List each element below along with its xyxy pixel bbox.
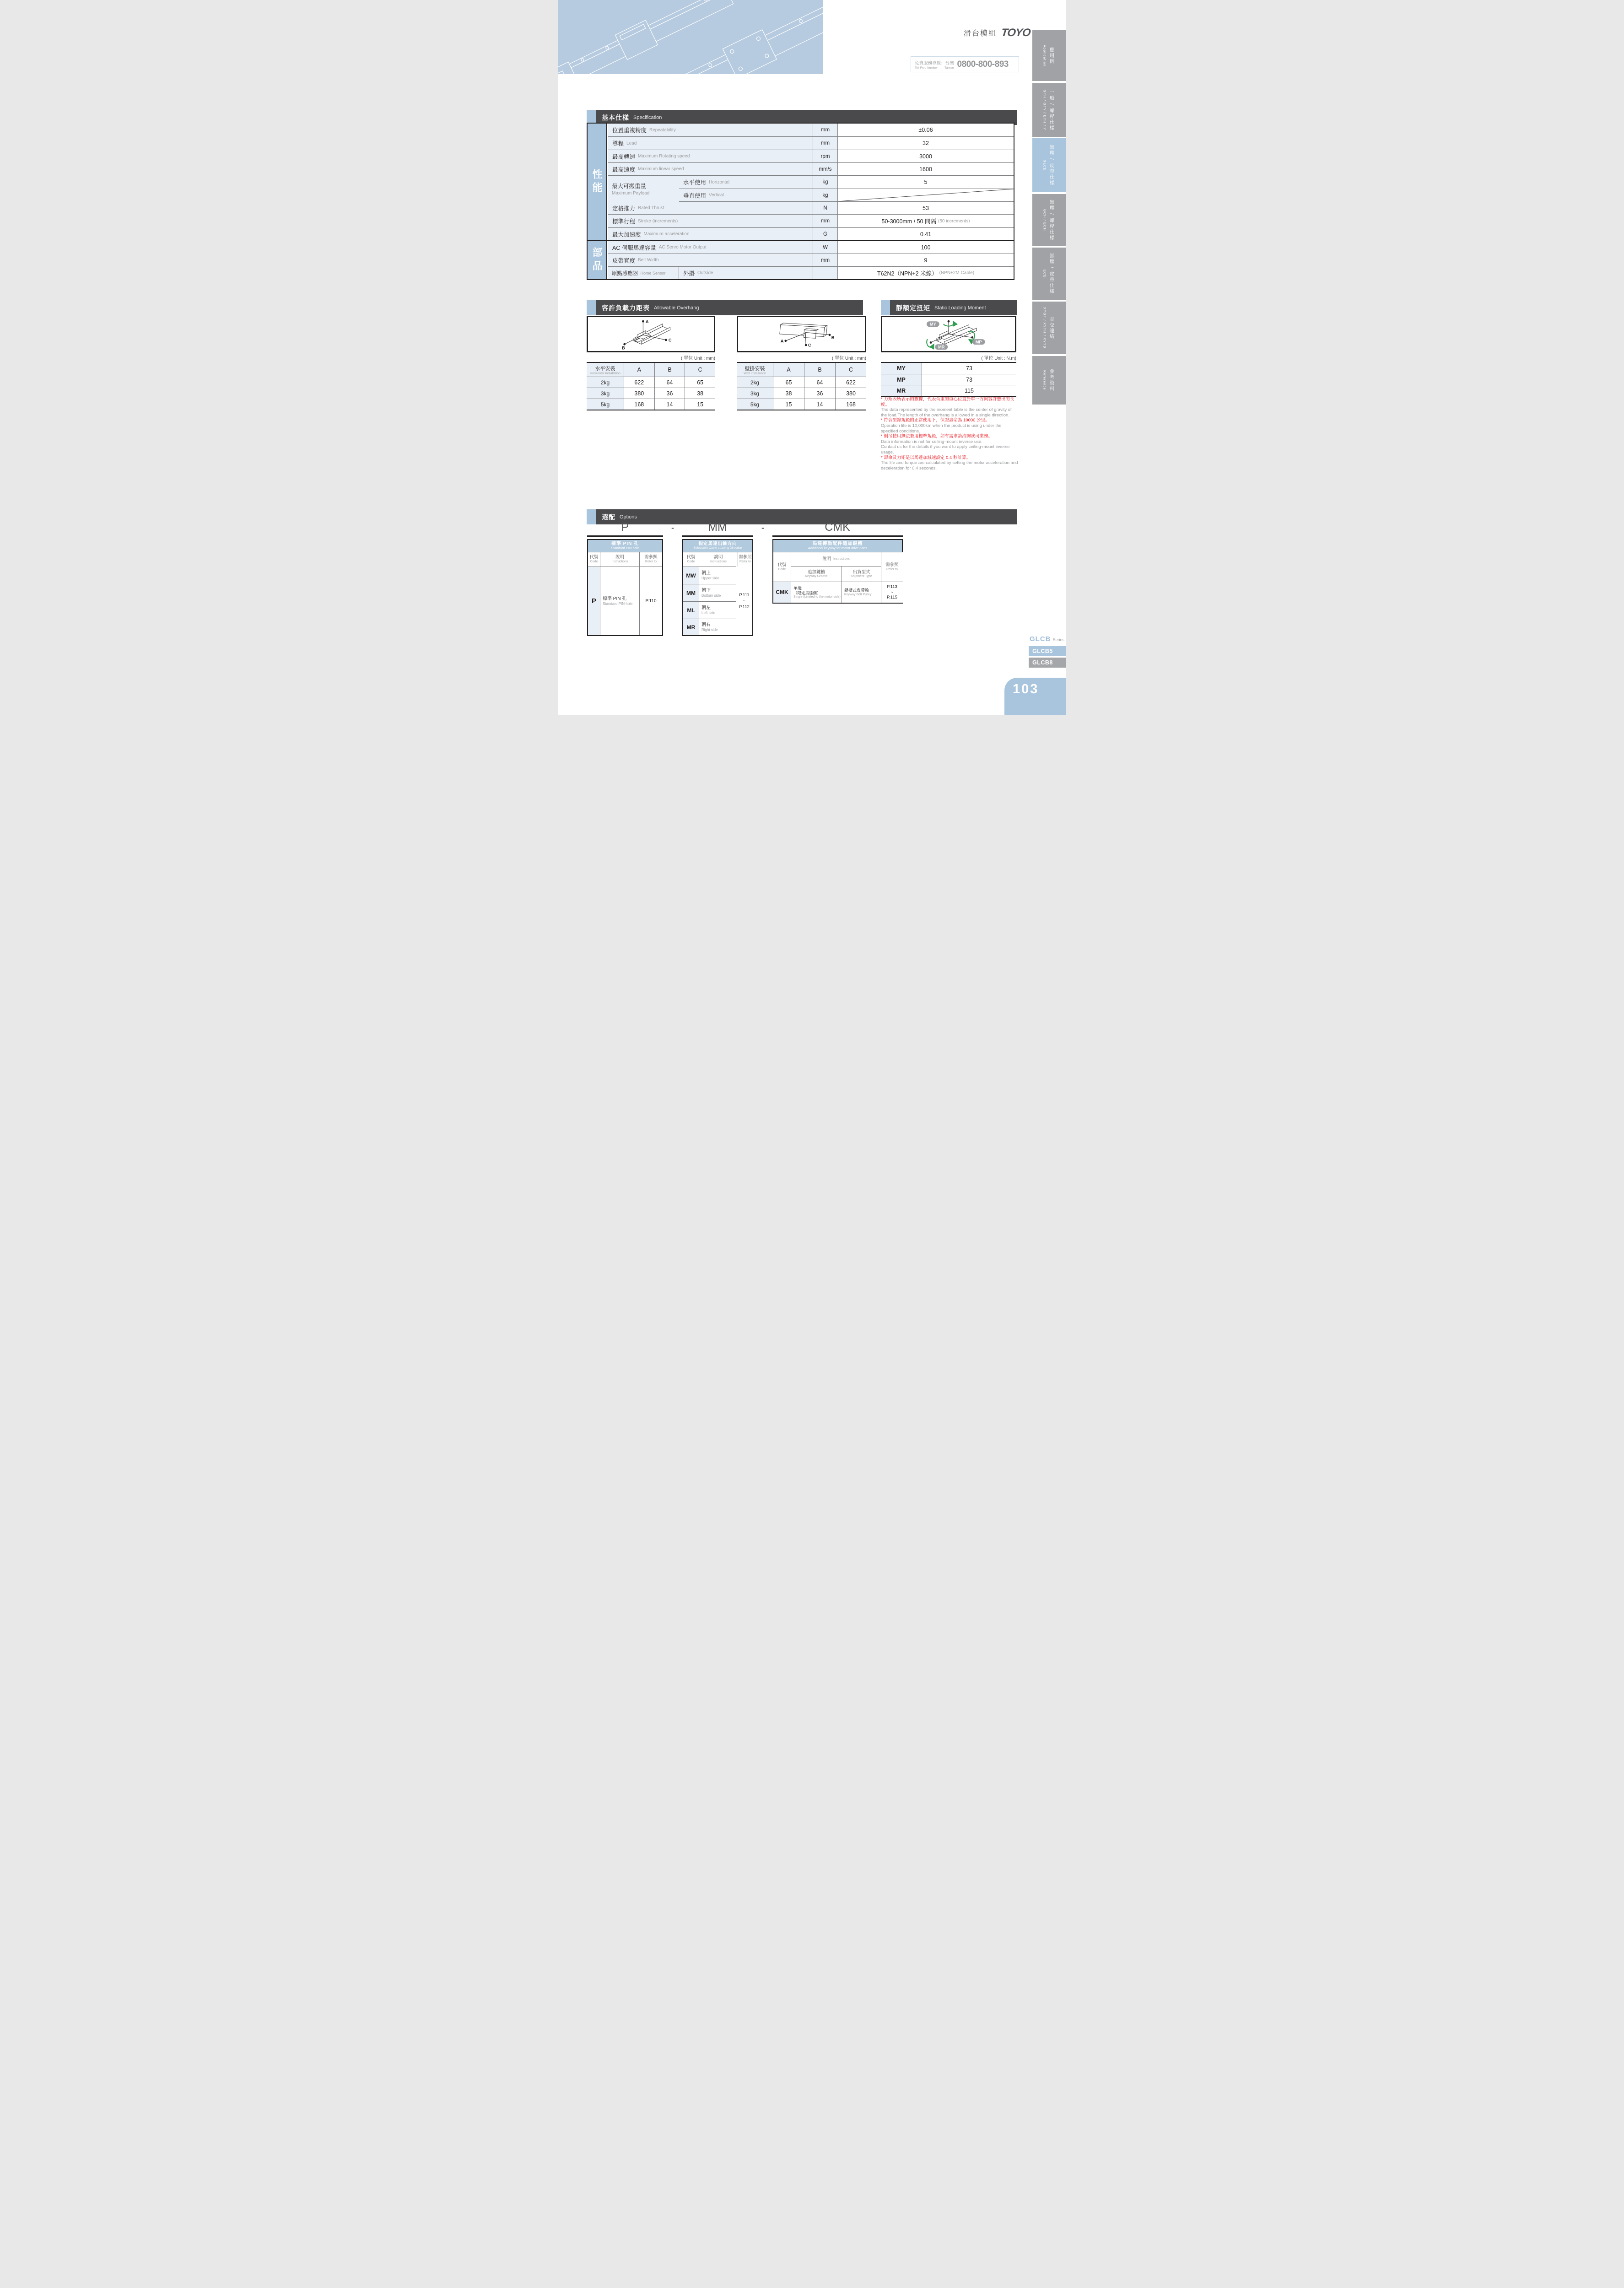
table-title-en: Wall Installation bbox=[744, 372, 766, 375]
table-header-row bbox=[587, 363, 715, 377]
diagram-label-a: A bbox=[645, 319, 649, 324]
table-row: P 標準 PIN 孔 Standard PIN hole P.110 bbox=[588, 567, 662, 635]
tab-label-en: Application bbox=[1042, 44, 1047, 67]
spec-row-linear-speed bbox=[608, 162, 1014, 175]
tollfree-number: 0800-800-893 bbox=[957, 59, 1009, 69]
table-row: 3kg 380 36 38 bbox=[587, 388, 715, 399]
sidebar-tab-gch-ech[interactable] bbox=[1032, 194, 1066, 246]
model-tab-glcb5[interactable]: GLCB5 bbox=[1029, 646, 1066, 656]
spec-row-repeatability bbox=[608, 124, 1014, 136]
unit-label-mm: ( 單位 Unit : mm) bbox=[832, 356, 866, 361]
row-value: 0.41 bbox=[837, 228, 1014, 240]
tollfree-labels bbox=[915, 59, 954, 70]
note-line: * 力矩表所表示的數據，代表荷重的重心位置於單一方向容許懸出的長度。 bbox=[881, 397, 1014, 407]
table-row: 5kg 168 14 15 bbox=[587, 399, 715, 410]
subrow-label-zh: 水平使用 bbox=[683, 179, 707, 186]
horizontal-install-table bbox=[587, 362, 715, 410]
section-title-en: Specification bbox=[633, 114, 662, 120]
row-label-zh: 原點感應器 bbox=[612, 270, 638, 276]
option-code-cell: CMK bbox=[773, 582, 791, 603]
table-row: 2kg 622 64 65 bbox=[587, 377, 715, 388]
catalog-page bbox=[558, 0, 1066, 715]
row-unit: mm bbox=[813, 215, 837, 227]
code-underline bbox=[682, 535, 753, 537]
group-label: 性能 bbox=[591, 168, 603, 195]
row-unit: kg bbox=[813, 176, 837, 189]
spec-payload-label bbox=[608, 175, 679, 202]
spec-table bbox=[587, 123, 1014, 280]
option-table-pin-hole: 標準 PIN 孔 Standard PIN hole 代號 Code 說明 Instructions 需參照 Refer to P 標準 PIN 孔 Standard PIN hole P.110 bbox=[587, 539, 663, 636]
row-label-en: Repeatability bbox=[649, 127, 676, 133]
tab-label-zh: 一般 / 螺桿仕樣 bbox=[1049, 89, 1055, 131]
section-title-en: Static Loading Moment bbox=[934, 305, 986, 311]
tollfree-box bbox=[911, 56, 1019, 72]
section-title-zh: 容許負載力距表 bbox=[602, 304, 650, 312]
table-row: MY 73 bbox=[881, 363, 1016, 374]
row-label-zh: 皮帶寬度 bbox=[612, 257, 636, 264]
note-line: The life and torque are calculated by setting the motor acceleration and deceleration for 0.4 seconds. bbox=[881, 460, 1018, 471]
opt-header-en: Standard PIN hole bbox=[611, 546, 639, 550]
row-value: 5 bbox=[837, 176, 1014, 189]
spec-row-rotating-speed bbox=[608, 150, 1014, 162]
table-row: MM 朝下 Bottom side bbox=[683, 584, 752, 601]
row-unit: kg bbox=[813, 189, 837, 201]
row-label-zh: 最高速度 bbox=[612, 166, 636, 173]
col-header-b: B bbox=[654, 363, 685, 377]
series-suffix: Series bbox=[1052, 637, 1065, 642]
tab-label-zh: 無塵 / 螺桿仕樣 bbox=[1049, 199, 1055, 241]
moment-label-my: MY bbox=[929, 322, 936, 327]
table-row: 3kg 38 36 380 bbox=[737, 388, 866, 399]
moment-label-mr: MR bbox=[938, 345, 945, 350]
row-label-en: Maximum Rotating speed bbox=[638, 154, 690, 159]
option-ref-cell: P.113 ~ P.115 bbox=[881, 582, 903, 603]
section-title-zh: 選配 bbox=[602, 513, 615, 521]
sidebar-tab-reference[interactable] bbox=[1032, 356, 1066, 405]
table-title-en: Horizontal Installation bbox=[590, 372, 620, 375]
opt-header-zh: 指定馬達出線方向 bbox=[698, 541, 737, 547]
wall-install-table bbox=[737, 362, 866, 410]
diagram-label-a: A bbox=[780, 339, 784, 344]
row-label-zh: 最大可搬重量 bbox=[612, 183, 647, 189]
brand-logo: TOYO bbox=[1000, 27, 1031, 39]
row-unit: N bbox=[813, 202, 837, 214]
sidebar-tab-ecb[interactable] bbox=[1032, 248, 1066, 300]
spec-row-servo-output bbox=[608, 241, 1014, 254]
subrow-label-en: Horizontal bbox=[709, 179, 730, 185]
tollfree-en: Toll-Free Number bbox=[915, 66, 938, 70]
row-value-note: (NPN+2M Cable) bbox=[939, 270, 975, 275]
col-header-c: C bbox=[685, 363, 715, 377]
row-value: 53 bbox=[837, 202, 1014, 214]
table-row: MR 朝右 Right side bbox=[683, 619, 752, 635]
series-name: GLCB bbox=[1030, 635, 1051, 643]
row-label-zh: 定格推力 bbox=[612, 205, 636, 212]
col-header-a: A bbox=[624, 363, 654, 377]
na-diagonal bbox=[838, 189, 1014, 201]
table-row: 5kg 15 14 168 bbox=[737, 399, 866, 410]
unit-label-mm: ( 單位 Unit : mm) bbox=[681, 356, 715, 361]
row-label-zh: AC 伺服馬達容量 bbox=[612, 244, 656, 251]
group-label: 部品 bbox=[591, 247, 603, 274]
option-ref-cell: P.111 ~ P.112 bbox=[736, 567, 752, 635]
row-label-en: AC Servo Motor Output bbox=[658, 245, 707, 250]
moment-table bbox=[881, 362, 1016, 397]
option-code-cell: P bbox=[588, 567, 600, 635]
table-row: MW 朝上 Upper side bbox=[683, 567, 752, 584]
row-label-en: Stroke (increments) bbox=[638, 218, 678, 224]
section-title-en: Options bbox=[620, 514, 637, 520]
overhang-diagram-horizontal bbox=[587, 316, 715, 352]
brand-row bbox=[964, 27, 1031, 39]
table-row: MR 115 bbox=[881, 385, 1016, 396]
page-number-badge bbox=[1004, 678, 1066, 715]
tab-label-en: XYGT / XYTH / XYTB bbox=[1042, 307, 1047, 349]
page-number: 103 bbox=[1013, 682, 1039, 696]
subrow-label-en: Outside bbox=[697, 270, 713, 275]
opt-header-en: Selectable Cable Leading Direction bbox=[693, 546, 742, 550]
row-label-zh: 最大加速度 bbox=[612, 231, 641, 238]
note-line: * 壽命及力矩是以馬達加減速設定 0.4 秒計算。 bbox=[881, 455, 971, 460]
row-label-en: Maximum linear speed bbox=[638, 167, 684, 172]
row-value: 32 bbox=[837, 137, 1014, 150]
tollfree-label-zh: 免費服務專線：台灣 bbox=[915, 60, 954, 66]
code-underline bbox=[587, 535, 663, 537]
tab-label-zh: 應用例 bbox=[1049, 47, 1055, 65]
group-performance bbox=[588, 124, 607, 240]
diagram-label-c: C bbox=[808, 343, 811, 348]
row-label-zh: 最高轉速 bbox=[612, 153, 636, 160]
row-value: ±0.06 bbox=[837, 124, 1014, 136]
row-value: 50-3000mm / 50 間隔 bbox=[881, 218, 937, 225]
unit-label-nm: ( 單位 Unit : N.m) bbox=[981, 356, 1016, 361]
section-accent-square bbox=[587, 300, 596, 315]
spec-row-stroke bbox=[608, 214, 1014, 227]
section-title-zh: 靜額定扭矩 bbox=[896, 304, 930, 312]
row-unit: W bbox=[813, 241, 837, 254]
moment-label-mp: MP bbox=[975, 340, 982, 345]
section-header-options bbox=[587, 509, 1017, 524]
table-row: MP 73 bbox=[881, 374, 1016, 385]
option-code-cmk: CMK bbox=[825, 521, 850, 534]
group-divider bbox=[588, 240, 1014, 241]
col-header-b: B bbox=[804, 363, 835, 377]
spec-row-lead bbox=[608, 136, 1014, 150]
tab-label-en: GCH / ECH bbox=[1042, 209, 1047, 231]
note-line: Contact us for the details if you want to apply ceiling-mount inverse usage. bbox=[881, 444, 1010, 455]
tab-label-zh: 無塵 / 皮帶仕樣 bbox=[1049, 253, 1055, 294]
option-code-mm: MM bbox=[708, 521, 727, 534]
sidebar-tab-application[interactable] bbox=[1032, 30, 1066, 81]
row-label-en: Home Sensor bbox=[640, 270, 666, 275]
overhang-diagram-wall bbox=[737, 316, 866, 352]
row-unit: mm bbox=[813, 254, 837, 266]
diagram-label-b: B bbox=[831, 335, 835, 340]
note-line: * 符合型錄規範的正常使用下，保證壽命為 10000 公里。 bbox=[881, 418, 990, 423]
row-value: 9 bbox=[837, 254, 1014, 266]
note-line: Data information is not for ceiling-mount inverse use. bbox=[881, 439, 982, 444]
note-line: The data represented by the moment table is the center of gravity of the load.The length of the overhang is allowed in a single direction. bbox=[881, 407, 1012, 418]
subrow-label-zh: 垂直使用 bbox=[683, 192, 707, 199]
row-value: 100 bbox=[837, 241, 1014, 254]
row-unit: mm bbox=[813, 124, 837, 136]
linear-actuator-line-art bbox=[558, 0, 823, 74]
row-label-zh: 標準行程 bbox=[612, 218, 636, 225]
section-accent-square bbox=[881, 300, 890, 315]
section-title-zh: 基本仕樣 bbox=[602, 113, 629, 121]
row-unit bbox=[813, 267, 837, 279]
row-unit: rpm bbox=[813, 150, 837, 162]
spec-row-rated-thrust bbox=[608, 201, 1014, 214]
sidebar-tab-glcb-active[interactable] bbox=[1032, 138, 1066, 192]
row-value-note: (50 increments) bbox=[938, 218, 970, 224]
sidebar-tab-gth-gty-eth-y[interactable] bbox=[1032, 83, 1066, 137]
spec-row-acceleration bbox=[608, 227, 1014, 240]
table-title-zh: 壁掛安裝 bbox=[745, 366, 765, 372]
moment-notes bbox=[881, 397, 1018, 471]
tab-label-en: Reference bbox=[1042, 370, 1047, 390]
opt-header-zh: 馬達傳動配件追加鍵槽 bbox=[812, 541, 863, 547]
row-label-en: Rated Thrust bbox=[638, 205, 664, 210]
row-value: 3000 bbox=[837, 150, 1014, 162]
row-label-zh: 位置重複精度 bbox=[612, 127, 647, 134]
section-header-moment bbox=[881, 300, 1017, 315]
page-category: 滑台模組 bbox=[964, 30, 997, 38]
tab-label-en: ECB bbox=[1042, 269, 1047, 278]
option-code-p: P bbox=[621, 521, 629, 534]
note-line: * 倒吊使用無法套用標準規範，如有需求請洽詢我司業務。 bbox=[881, 434, 993, 439]
diagram-label-b: B bbox=[622, 345, 625, 351]
spec-row-home-sensor bbox=[608, 266, 1014, 279]
option-ref-cell: P.110 bbox=[639, 567, 662, 635]
tab-label-zh: 直交連結 bbox=[1049, 316, 1055, 340]
table-title-zh: 水平安裝 bbox=[595, 366, 615, 372]
col-header-a: A bbox=[773, 363, 804, 377]
moment-diagram bbox=[881, 316, 1016, 352]
tab-label-en: GTH / GTY / ETH / Y bbox=[1042, 90, 1047, 130]
note-line: Operation life is 10,000km when the product is using under the specified conditions. bbox=[881, 423, 1002, 434]
row-value: 1600 bbox=[837, 163, 1014, 175]
tab-label-zh: 參考資料 bbox=[1049, 369, 1055, 392]
row-label-en: Lead bbox=[626, 140, 637, 146]
tollfree-region: Taiwan bbox=[944, 66, 954, 70]
section-header-overhang bbox=[587, 300, 863, 315]
tollfree-label-en bbox=[915, 66, 954, 70]
row-unit: mm bbox=[813, 137, 837, 150]
option-code-separator: - bbox=[671, 523, 674, 532]
section-title-en: Allowable Overhang bbox=[654, 305, 699, 311]
option-code-separator: - bbox=[761, 523, 764, 532]
tab-label-en: GLCB bbox=[1042, 159, 1047, 171]
section-accent-square bbox=[587, 509, 596, 524]
subrow-label-zh: 外掛 bbox=[683, 270, 695, 277]
option-table-cable-direction: 指定馬達出線方向 Selectable Cable Leading Direction 代號 Code 說明 Instructions 需參照 Refer to MW 朝上 Upper side MM 朝下 Bottom side ML 朝左 Left side MR 朝右 Right side P.111 ~ P.112 bbox=[682, 539, 753, 636]
diagram-label-c: C bbox=[668, 338, 672, 343]
opt-header-en: Additional keyway for motor drive parts bbox=[808, 546, 868, 550]
col-header-c: C bbox=[835, 363, 866, 377]
row-value-na bbox=[837, 189, 1014, 201]
subrow-label-en: Vertical bbox=[709, 193, 724, 198]
table-row: 2kg 65 64 622 bbox=[737, 377, 866, 388]
row-label-zh: 導程 bbox=[612, 140, 624, 147]
sidebar-tab-xygt-xyth-xytb[interactable] bbox=[1032, 302, 1066, 354]
row-unit: G bbox=[813, 228, 837, 240]
row-label-en: Maximum acceleration bbox=[643, 232, 690, 237]
model-tab-glcb8[interactable]: GLCB8 bbox=[1029, 658, 1066, 668]
option-table-keyway: 馬達傳動配件追加鍵槽 Additional keyway for motor drive parts 代號 Code 說明 Instructions 需參照 Refer to 追加鍵槽 Keyway Groove 出貨型式 Shipment Type CMK 單邊 （限定馬達側） Single (Limited to the motor side) 鍵槽式皮帶輪 Keyway Belt Pulley P.113 ~ P.115 bbox=[772, 539, 903, 604]
row-label-en: Belt Width bbox=[638, 258, 659, 263]
hero-product-image bbox=[558, 0, 823, 74]
tab-label-zh: 無塵 / 皮帶仕樣 bbox=[1049, 145, 1055, 186]
table-row: ML 朝左 Left side bbox=[683, 601, 752, 619]
code-underline bbox=[772, 535, 903, 537]
group-parts bbox=[588, 241, 607, 279]
row-value: T62N2（NPN+2 米線） bbox=[877, 270, 938, 277]
row-unit: mm/s bbox=[813, 163, 837, 175]
spec-row-belt-width bbox=[608, 254, 1014, 266]
series-label bbox=[1030, 635, 1064, 643]
table-header-row bbox=[737, 363, 866, 377]
row-label-en: Maximum Payload bbox=[612, 191, 650, 196]
opt-header-zh: 標準 PIN 孔 bbox=[611, 541, 639, 547]
